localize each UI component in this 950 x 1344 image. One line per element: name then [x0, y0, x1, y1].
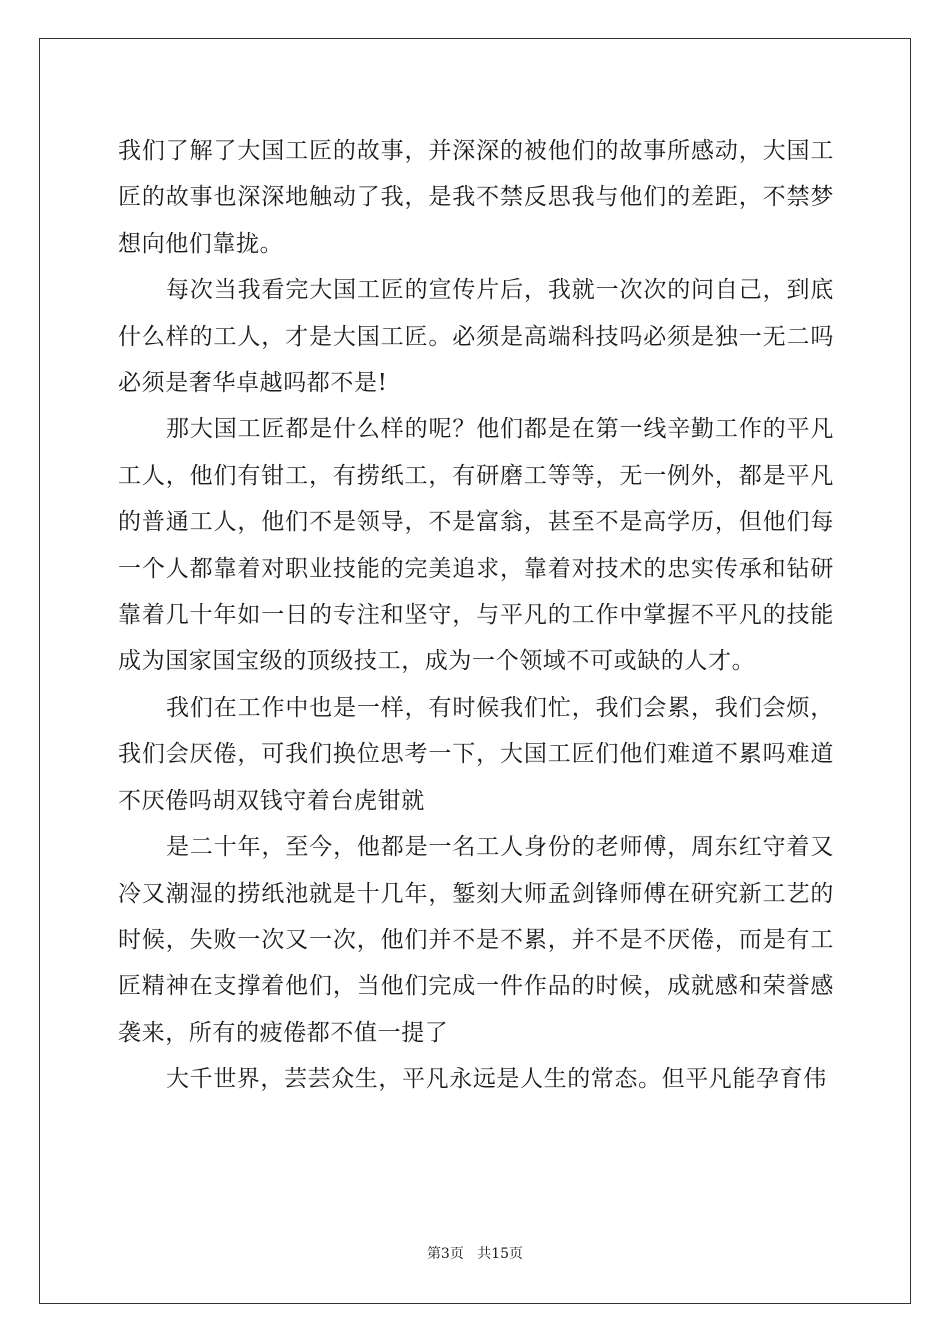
paragraph-2: 每次当我看完大国工匠的宣传片后，我就一次次的问自己，到底什么样的工人，才是大国工匠。必须是高端科技吗必须是独一无二吗必须是奢华卓越吗都不是!: [118, 277, 834, 397]
page-footer: [0, 1244, 950, 1264]
page-number: 第3页: [426, 1246, 464, 1262]
paragraph-6: 大千世界，芸芸众生，平凡永远是人生的常态。但平凡能孕育伟: [166, 1066, 827, 1093]
paragraph-4: 我们在工作中也是一样，有时候我们忙，我们会累，我们会烦，我们会厌倦，可我们换位思考一下，大国工匠们他们难道不累吗难道不厌倦吗胡双钱守着台虎钳就: [118, 694, 834, 814]
total-pages: 共15页: [477, 1246, 524, 1262]
paragraph-1: 我们了解了大国工匠的故事，并深深的被他们的故事所感动，大国工匠的故事也深深地触动了我，是我不禁反思我与他们的差距，不禁梦想向他们靠拢。: [118, 138, 834, 257]
paragraph-3: 那大国工匠都是什么样的呢？他们都是在第一线辛勤工作的平凡工人，他们有钳工，有捞纸工，有研磨工等等，无一例外，都是平凡的普通工人，他们不是领导，不是富翁，甚至不是高学历，但他们每一个人都靠着对职业技能的完美追求，靠着对技术的忠实传承和钻研靠着几十年如一日的专注和坚守，与平凡的工作中掌握不平凡的技能成为国家国宝级的顶级技工，成为一个领域不可或缺的人才。: [118, 416, 834, 675]
paragraph-5: 是二十年，至今，他都是一名工人身份的老师傅，周东红守着又冷又潮湿的捞纸池就是十几年，錾刻大师孟剑锋师傅在研究新工艺的时候，失败一次又一次，他们并不是不累，并不是不厌倦，而是有工匠精神在支撑着他们，当他们完成一件作品的时候，成就感和荣誉感袭来，所有的疲倦都不值一提了: [118, 834, 834, 1046]
document-body: [118, 128, 834, 1103]
